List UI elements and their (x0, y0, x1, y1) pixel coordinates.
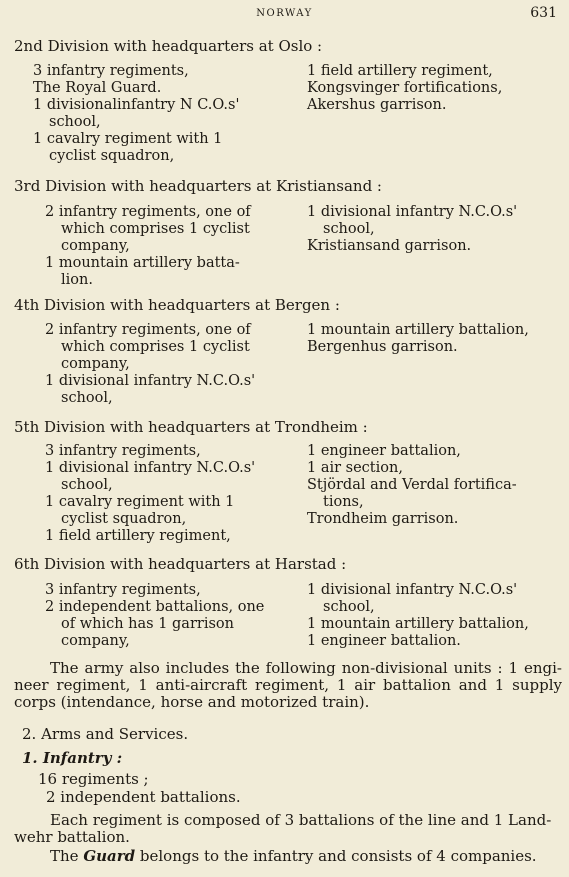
entry: 3 infantry regiments, (33, 63, 189, 79)
entry: 2 infantry regiments, one of (45, 204, 251, 220)
entry: which comprises 1 cyclist (61, 221, 250, 237)
entry: 1 divisional infantry N.C.O.s' (307, 582, 518, 598)
entry: company, (61, 633, 130, 649)
division-heading: 6th Division with headquarters at Harstad : (14, 555, 347, 573)
entry: 3 infantry regiments, (45, 443, 201, 459)
entry: of which has 1 garrison (61, 616, 234, 632)
guard-word: Guard (83, 847, 136, 865)
entry: school, (323, 599, 375, 615)
entry: 1 engineer battalion. (307, 633, 461, 649)
entry: 1 divisional infantry N.C.O.s' (45, 460, 256, 476)
entry: Stjördal and Verdal fortifica- (307, 477, 517, 493)
entry: school, (61, 390, 113, 406)
entry: 3 infantry regiments, (45, 582, 201, 598)
division-right-column (307, 204, 517, 255)
division-heading: 5th Division with headquarters at Trondheim : (14, 418, 368, 436)
division-left-column (33, 63, 239, 165)
running-title: NORWAY (256, 8, 313, 19)
list-item: 2 independent battalions. (46, 788, 241, 806)
entry: 1 cavalry regiment with 1 (33, 131, 223, 147)
entry: 2 infantry regiments, one of (45, 322, 251, 338)
entry: tions, (323, 494, 364, 510)
body-paragraph (14, 660, 562, 711)
division-heading: 2nd Division with headquarters at Oslo : (14, 37, 323, 55)
entry: Bergenhus garrison. (307, 339, 458, 355)
entry: 2 independent battalions, one (45, 599, 265, 615)
entry: cyclist squadron, (61, 511, 187, 527)
entry: company, (61, 356, 130, 372)
list-item: 16 regiments ; (38, 770, 149, 788)
division-left-column (45, 443, 255, 545)
division-right-column (307, 63, 502, 114)
division-right-column (307, 443, 517, 528)
entry: cyclist squadron, (49, 148, 175, 164)
guard-text-pre: The (50, 847, 84, 865)
entry: The Royal Guard. (33, 80, 162, 96)
entry: 1 cavalry regiment with 1 (45, 494, 235, 510)
paragraph-line (50, 848, 537, 865)
paragraph-line: Each regiment is composed of 3 battalions of the line and 1 Land- (50, 811, 552, 829)
division-left-column (45, 322, 255, 407)
entry: 1 engineer battalion, (307, 443, 461, 459)
guard-text-post: belongs to the infantry and consists of 4 companies. (135, 847, 537, 865)
entry: 1 air section, (307, 460, 403, 476)
subsection-heading: 1. Infantry : (22, 749, 123, 767)
division-right-column (307, 582, 529, 650)
entry: school, (61, 477, 113, 493)
division-right-column (307, 322, 529, 356)
entry: 1 divisional infantry N.C.O.s' (307, 204, 518, 220)
entry: Kongsvinger fortifications, (307, 80, 503, 96)
division-left-column (45, 582, 264, 650)
entry: Kristiansand garrison. (307, 238, 472, 254)
page-number: 631 (530, 5, 557, 21)
entry: which comprises 1 cyclist (61, 339, 250, 355)
entry: company, (61, 238, 130, 254)
paragraph-text: The army also includes the following non-divisional units : 1 engi- neer regiment, 1 anti-aircraft regiment, 1 air battalion and 1 supply corps (intendance, horse and motorized train). (14, 659, 562, 711)
entry: Trondheim garrison. (307, 511, 459, 527)
division-heading: 3rd Division with headquarters at Kristiansand : (14, 177, 382, 195)
entry: 1 field artillery regiment, (45, 528, 231, 544)
section-heading: 2. Arms and Services. (22, 725, 189, 743)
entry: 1 mountain artillery battalion, (307, 322, 529, 338)
division-heading: 4th Division with headquarters at Bergen : (14, 296, 340, 314)
entry: Akershus garrison. (307, 97, 447, 113)
division-left-column (45, 204, 251, 289)
entry: 1 field artillery regiment, (307, 63, 493, 79)
entry: 1 divisional infantry N.C.O.s' (45, 373, 256, 389)
entry: 1 divisionalinfantry N C.O.s' (33, 97, 240, 113)
entry: school, (323, 221, 375, 237)
paragraph-line: wehr battalion. (14, 828, 130, 846)
entry: 1 mountain artillery battalion, (307, 616, 529, 632)
entry: lion. (61, 272, 93, 288)
entry: school, (49, 114, 101, 130)
entry: 1 mountain artillery batta- (45, 255, 240, 271)
